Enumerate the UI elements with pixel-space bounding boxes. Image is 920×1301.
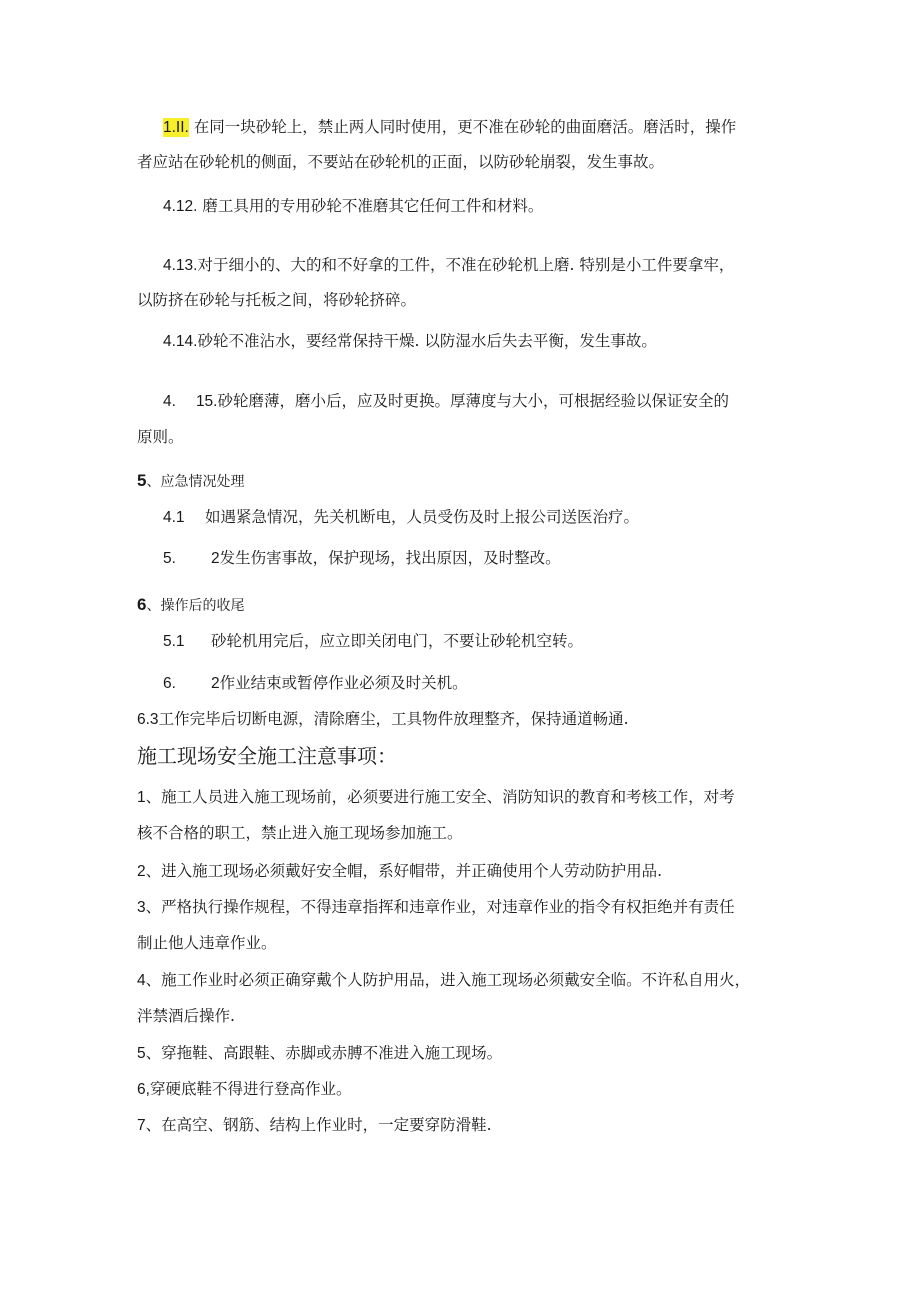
clause-4-13-line2: 以防挤在砂轮与托板之间，将砂轮挤碎。	[137, 291, 417, 309]
section-6-heading	[137, 595, 244, 615]
clause-6-3	[137, 709, 629, 730]
clause-5-2	[163, 548, 561, 569]
item-text: 、在高空、钢筋、结构上作业时，一定要穿防滑鞋.	[145, 1116, 492, 1134]
safety-item-4-line1	[137, 970, 750, 991]
clause-4-12	[163, 196, 543, 217]
clause-4-15-line2: 原则。	[137, 428, 184, 446]
clause-text: 如遇紧急情况，先关机断电，人员受伤及时上报公司送医治疗。	[205, 508, 640, 526]
safety-item-6	[137, 1079, 351, 1100]
safety-item-3-line1	[137, 897, 735, 918]
page-title: 施工现场安全施工注意事项：	[137, 744, 397, 768]
clause-number: 4.1	[163, 509, 185, 526]
clause-number: 4.13.	[163, 257, 198, 274]
clause-text: 磨工具用的专用砂轮不准磨其它任何工件和材料。	[202, 197, 544, 215]
section-5-heading	[137, 471, 244, 491]
item-number: 3	[137, 899, 146, 916]
safety-item-7	[137, 1115, 492, 1136]
clause-text: 砂轮磨薄，磨小后，应及时更换。厚薄度与大小，可根据经验以保证安全的	[217, 392, 730, 410]
item-text: 、施工作业时必须正确穿戴个人防护用品，进入施工现场必须戴安全临。不许私自用火，	[145, 971, 751, 989]
clause-text: 砂轮机用完后，应立即关闭电门，不要让砂轮机空转。	[211, 632, 584, 650]
section-title: 、操作后的收尾	[146, 597, 245, 613]
clause-4-13-line1	[163, 255, 734, 276]
clause-text: 作业结束或暂停作业必须及时关机。	[219, 674, 468, 692]
safety-item-4-line2: 泮禁酒后操作.	[137, 1007, 235, 1025]
section-title: 、应急情况处理	[146, 473, 245, 489]
clause-number-part: 2	[211, 550, 220, 567]
item-number: 7	[137, 1117, 146, 1134]
item-text: 、严格执行操作规程，不得违章指挥和违章作业，对违章作业的指令有权拒绝并有责任	[145, 898, 735, 916]
clause-number-part: 2	[211, 675, 220, 692]
clause-4-11-line2: 者应站在砂轮机的侧面，不要站在砂轮机的正面，以防砂轮崩裂，发生事故。	[137, 153, 665, 171]
item-number: 6,	[137, 1081, 150, 1098]
clause-6-1	[163, 631, 583, 652]
item-text: 、进入施工现场必须戴好安全帽，系好帽带，并正确使用个人劳动防护用品.	[145, 862, 663, 880]
item-text: 、施工人员进入施工现场前，必须要进行施工安全、消防知识的教育和考核工作，对考	[145, 788, 735, 806]
clause-text: 发生伤害事故，保护现场，找出原因，及时整改。	[219, 549, 561, 567]
clause-text: 在同一块砂轮上，禁止两人同时使用，更不准在砂轮的曲面磨活。磨活时，操作	[193, 118, 737, 136]
clause-number: 4.12.	[163, 198, 198, 215]
section-number: 6	[137, 595, 147, 614]
section-number: 5	[137, 471, 147, 490]
safety-item-2	[137, 861, 662, 882]
clause-4-15-line1	[163, 391, 729, 412]
safety-item-3-line2: 制止他人违章作业。	[137, 934, 277, 952]
safety-item-1-line1	[137, 787, 735, 808]
safety-item-5	[137, 1043, 502, 1064]
item-number: 1	[137, 789, 146, 806]
clause-number-part: 15.	[195, 393, 218, 410]
clause-5-1	[163, 507, 639, 528]
clause-4-11-line1	[163, 117, 736, 138]
clause-number: 4.	[163, 393, 176, 410]
safety-item-1-line2: 核不合格的职工，禁止进入施工现场参加施工。	[137, 824, 463, 842]
clause-text: 工作完毕后切断电源，清除磨尘，工具物件放理整齐，保持通道畅通.	[158, 710, 629, 728]
clause-number: 4.14.	[163, 333, 198, 350]
clause-number-highlighted: 1.II.	[163, 119, 189, 136]
item-number: 4	[137, 972, 146, 989]
clause-6-2	[163, 673, 468, 694]
clause-number: 6.	[163, 675, 176, 692]
item-text: 、穿拖鞋、高跟鞋、赤脚或赤膊不准进入施工现场。	[145, 1044, 503, 1062]
clause-4-14	[163, 331, 657, 352]
item-number: 5	[137, 1045, 146, 1062]
clause-number: 6.3	[137, 711, 159, 728]
clause-text: 砂轮不准沾水，要经常保持干燥. 以防湿水后失去平衡，发生事故。	[197, 332, 657, 350]
clause-text: 对于细小的、大的和不好拿的工件，不准在砂轮机上磨. 特别是小工件要拿牢，	[197, 256, 735, 274]
item-text: 穿硬底鞋不得进行登高作业。	[149, 1080, 352, 1098]
clause-number: 5.1	[163, 633, 185, 650]
clause-number: 5.	[163, 550, 176, 567]
item-number: 2	[137, 863, 146, 880]
